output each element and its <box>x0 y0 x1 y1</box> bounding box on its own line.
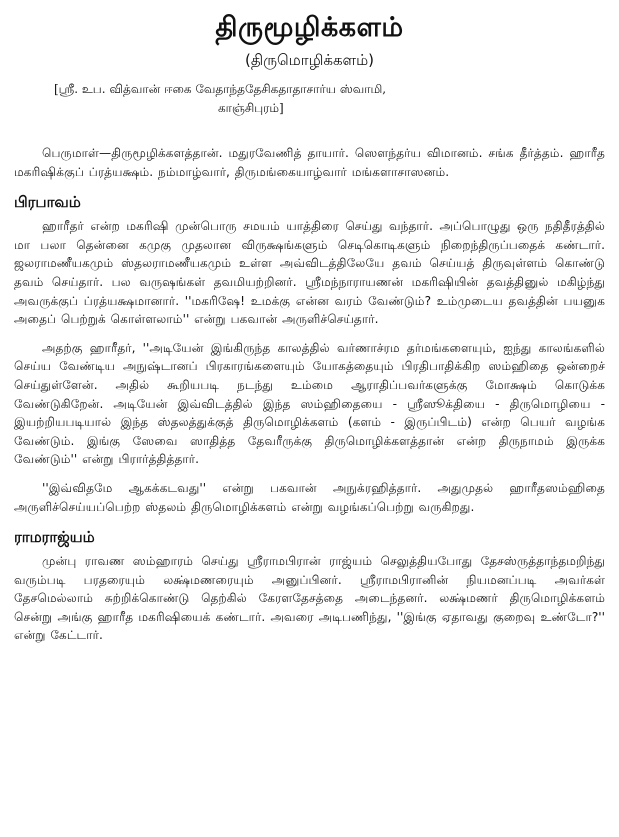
author-line-1: [ஸ்ரீ. உப. வித்வான் ஈகை வேதாந்ததேசிகதாதாசார்ய ஸ்வாமி, <box>54 82 387 96</box>
page-subtitle: (திருமொழிக்களம்) <box>244 51 375 69</box>
intro-paragraph: பெருமாள்—திருமூழிக்களத்தான். மதுரவேணித் தாயார். ஸௌந்தர்ய விமானம். சங்க தீர்த்தம். ஹாரீத மகரிஷிக்குப் ப்ரத்யக்ஷம். நம்மாழ்வார், திருமங்கையாழ்வார் மங்களாசாஸனம். <box>14 146 605 179</box>
section-paragraph: அதற்கு ஹாரீதர், ''அடியேன் இங்கிருந்த காலத்தில் வர்ணாச்ரம தர்மங்களையும், ஐந்து காலங்களில் செய்ய வேண்டிய அநுஷ்டானப் பிரகாரங்களையும் யோகத்தையும் பிரதிபாதிக்கிற ஸம்ஹிதை ஒன்றைச் செய்துள்ளேன். அதில் கூறியபடி நடந்து உம்மை ஆராதிப்பவர்களுக்கு மோக்ஷம் கொடுக்க வேண்டுகிறேன். அடியேன் இவ்விடத்தில் இந்த ஸம்ஹிதையை - ஸ்ரீஸூக்தியை - திருமொழியை - இயற்றியபடியால் இந்த ஸ்தலத்துக்குத் திருமொழிக்களம் (களம் - இருப்பிடம்) என்ற பெயர் வழங்க வேண்டும். இங்கு ஸேவை ஸாதித்த தேவரீருக்கு திருமொழிக்களத்தான் என்ற திருநாமம் இருக்க வேண்டும்'' என்று பிரார்த்தித்தார். <box>14 340 605 467</box>
section-paragraph: ஹாரீதர் என்ற மகரிஷி முன்பொரு சமயம் யாத்திரை செய்து வந்தார். அப்பொழுது ஒரு நதிதீரத்தில் மா பலா தென்னை கமுகு முதலான விருக்ஷங்களும் செடிகொடிகளும் நிறைந்திருப்பதைக் கண்டார். ஜலராமணீயகமும் ஸ்தலராமணீயகமும் உள்ள அவ்விடத்திலேயே தவம் செய்யத் திருவுள்ளம் கொண்டு தவம் செய்தார். பல வருஷங்கள் தவமியற்றினர். ஸ்ரீமந்நாராயணன் மகரிஷியின் தவத்தினுல் மகிழ்ந்து அவருக்குப் ப்ரத்யக்ஷமானார். ''மகரிஷே! உமக்கு என்ன வரம் வேண்டும்? உம்முடைய தவத்தின் பயனுக அதைப் பெற்றுக் கொள்ளலாம்'' என்று பகவான் அருளிச்செய்தார். <box>14 219 605 327</box>
section-paragraph: முன்பு ராவண ஸம்ஹாரம் செய்து ஸ்ரீராமபிரான் ராஜ்யம் செலுத்தியபோது தேசஸ்ருத்தாந்தமறிந்து வரும்படி பரதரையும் லக்ஷ்மணரையும் அனுப்பினர். ஸ்ரீராமபிரானின் நியமனப்படி அவர்கள் தேசமெல்லாம் சுற்றிக்கொண்டு தெற்கில் கேரளதேசத்தை அடைந்தனர். லக்ஷ்மணர் திருமொழிக்களம் சென்று அங்கு ஹாரீத மகரிஷியைக் கண்டார். அவரை அடிபணிந்து, ''இங்கு ஏதாவது குறைவு உண்டோ?'' என்று கேட்டார். <box>14 554 605 643</box>
section-paragraph: ''இவ்விதமே ஆகக்கடவது'' என்று பகவான் அநுக்ரஹித்தார். அதுமுதல் ஹாரீதஸம்ஹிதை அருளிச்செய்யப்பெற்ற ஸ்தலம் திருமொழிக்களம் என்று வழங்கப்பெற்று வருகிறது. <box>14 480 605 514</box>
section-heading-prabhavam: பிரபாவம் <box>14 193 81 212</box>
author-credit <box>14 80 605 118</box>
page-title: திருமூழிக்களம் <box>215 12 404 43</box>
section-heading-ramarajyam: ராமராஜ்யம் <box>14 528 95 547</box>
author-line-2: காஞ்சிபுரம்] <box>218 101 284 115</box>
